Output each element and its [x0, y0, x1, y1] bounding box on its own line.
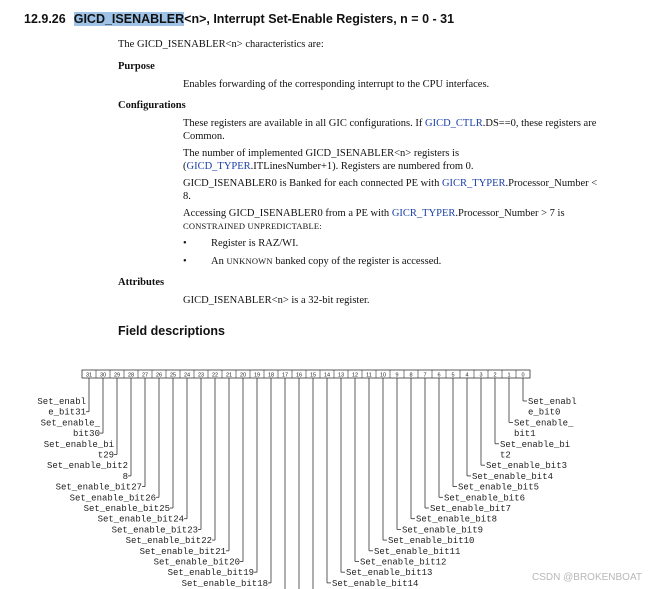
bit-number-16: 16 — [295, 372, 303, 379]
field-label-right: Set_enable_bit11 — [374, 546, 461, 557]
field-label-right: Set_enabl — [528, 397, 577, 407]
field-label-right: Set_enable_bit8 — [416, 514, 498, 525]
config-p2-paren: ( — [183, 161, 187, 172]
field-label-left: Set_enable_bit24 — [97, 514, 184, 525]
field-label-right: Set_enable_bit9 — [402, 525, 484, 536]
gicd-ctlr-link[interactable]: GICD_CTLR — [425, 118, 483, 129]
bit-number-10: 10 — [379, 372, 387, 379]
config-paragraph-4 — [183, 207, 603, 233]
bit-number-19: 19 — [253, 372, 261, 379]
bit-number-18: 18 — [267, 372, 275, 379]
bit-number-12: 12 — [351, 372, 359, 379]
config-p1-text: These registers are available in all GIC configurations. If — [183, 118, 425, 129]
field-label-left: Set_enable_bit21 — [139, 546, 226, 557]
gicd-typer-link[interactable]: GICD_TYPER — [186, 161, 251, 172]
field-label-left: Set_enable_bit23 — [111, 525, 198, 536]
field-label-left: Set_enable_bit22 — [125, 536, 212, 547]
field-label-right: bit1 — [514, 429, 536, 440]
bit-number-30: 30 — [99, 372, 107, 379]
config-p3-text-c: 8. — [183, 191, 191, 202]
field-descriptions-heading: Field descriptions — [118, 324, 225, 338]
bit-number-28: 28 — [127, 372, 135, 379]
field-label-left: 8 — [122, 471, 128, 482]
bit-number-17: 17 — [281, 372, 289, 379]
field-label-right: Set_enable_bit14 — [332, 578, 419, 589]
bit-number-31: 31 — [85, 372, 93, 379]
config-paragraph-3 — [183, 177, 603, 203]
config-p4-text: Accessing GICD_ISENABLER0 from a PE with — [183, 208, 392, 219]
field-label-left: bit30 — [72, 429, 100, 440]
bit-field-diagram — [0, 364, 650, 589]
config-p2-text: The number of implemented GICD_ISENABLER<n> registers is — [183, 148, 460, 159]
field-label-left: Set_enable_bit18 — [181, 578, 268, 589]
bullet-2-unknown: UNKNOWN — [226, 256, 273, 266]
bit-number-20: 20 — [239, 372, 247, 379]
field-label-left: Set_enable_bit27 — [55, 482, 142, 493]
field-label-right: Set_enable_bit7 — [430, 504, 512, 514]
field-label-right: e_bit0 — [528, 407, 561, 418]
field-label-right: Set_enable_ — [514, 418, 574, 429]
field-label-right: Set_enable_bit6 — [444, 493, 526, 504]
bullet-2-b: banked copy of the register is accessed. — [272, 256, 442, 267]
intro-text: The GICD_ISENABLER<n> characteristics are: — [118, 39, 324, 50]
field-label-right: Set_enable_bi — [500, 439, 571, 450]
config-paragraph-1 — [183, 117, 603, 143]
bit-number-9: 9 — [395, 372, 399, 379]
field-label-left: Set_enable_bit26 — [69, 493, 156, 504]
bit-number-1: 1 — [507, 372, 511, 379]
field-label-right: Set_enable_bit13 — [346, 568, 433, 579]
heading-rest: <n>, Interrupt Set-Enable Registers, n = 0 - 31 — [184, 12, 455, 26]
bit-number-14: 14 — [323, 372, 331, 379]
section-number: 12.9.26 — [24, 12, 66, 26]
bit-number-23: 23 — [197, 372, 205, 379]
bit-number-0: 0 — [521, 372, 525, 379]
bit-number-26: 26 — [155, 372, 163, 379]
config-p3-text-b: .Processor_Number < — [505, 178, 598, 189]
gicr-typer-link-1[interactable]: GICR_TYPER — [441, 178, 506, 189]
field-label-right: Set_enable_bit10 — [388, 536, 475, 547]
field-label-left: Set_enable_bit20 — [153, 557, 240, 568]
bit-number-6: 6 — [437, 372, 441, 379]
bit-number-8: 8 — [409, 372, 413, 379]
bit-number-4: 4 — [465, 372, 469, 379]
bit-number-11: 11 — [366, 372, 372, 379]
bullet-1-text: Register is RAZ/WI. — [211, 238, 299, 249]
bullet-2: • — [183, 256, 187, 267]
configurations-title: Configurations — [118, 100, 186, 111]
purpose-text: Enables forwarding of the corresponding interrupt to the CPU interfaces. — [183, 79, 490, 90]
bit-number-27: 27 — [141, 372, 149, 379]
config-p4-text-b: .Processor_Number > 7 is — [455, 208, 565, 219]
attributes-title: Attributes — [118, 277, 165, 288]
attributes-text: GICD_ISENABLER<n> is a 32-bit register. — [183, 295, 370, 306]
field-label-left: Set_enable_bit2 — [46, 461, 128, 472]
field-label-right: Set_enable_bit3 — [486, 461, 568, 472]
field-label-left: Set_enable_bit19 — [167, 568, 254, 579]
bit-number-21: 21 — [225, 372, 233, 379]
field-label-left: Set_enable_bit25 — [83, 504, 170, 514]
field-label-left: Set_enable_ — [40, 418, 100, 429]
bullet-1: • — [183, 238, 187, 249]
constrained-unpredictable: CONSTRAINED UNPREDICTABLE: — [183, 221, 322, 231]
bit-number-24: 24 — [183, 372, 191, 379]
bullet-2-a: An — [211, 256, 227, 267]
bit-number-2: 2 — [493, 372, 497, 379]
field-label-left: t29 — [97, 450, 114, 461]
bit-number-3: 3 — [479, 372, 483, 379]
bit-number-13: 13 — [337, 372, 345, 379]
field-label-left: Set_enabl — [37, 397, 86, 407]
gicr-typer-link-2[interactable]: GICR_TYPER — [391, 208, 456, 219]
field-label-right: Set_enable_bit4 — [472, 471, 554, 482]
watermark: CSDN @BROKENBOAT — [532, 572, 642, 583]
config-p1-text-c: Common. — [183, 131, 225, 142]
field-label-right: Set_enable_bit12 — [360, 557, 447, 568]
field-label-left: e_bit31 — [48, 407, 86, 418]
purpose-title: Purpose — [118, 61, 155, 72]
bit-number-22: 22 — [211, 372, 219, 379]
bullet-2-text — [211, 255, 441, 268]
bit-number-29: 29 — [113, 372, 121, 379]
register-name-highlight: GICD_ISENABLER — [73, 12, 185, 26]
config-paragraph-2 — [183, 147, 603, 173]
field-label-right: Set_enable_bit5 — [458, 482, 540, 493]
bit-number-5: 5 — [451, 372, 455, 379]
config-p1-text-b: .DS==0, these registers are — [482, 118, 597, 129]
field-label-left: Set_enable_bi — [43, 439, 114, 450]
bit-number-25: 25 — [169, 372, 177, 379]
field-label-right: t2 — [500, 450, 511, 461]
config-p2-text-b: .ITLinesNumber+1). Registers are numbered from 0. — [250, 161, 474, 172]
bit-number-7: 7 — [423, 372, 427, 379]
diagram-root — [37, 370, 576, 589]
config-p3-text: GICD_ISENABLER0 is Banked for each connected PE with — [183, 178, 442, 189]
section-heading — [24, 12, 454, 26]
bit-number-15: 15 — [309, 372, 317, 379]
